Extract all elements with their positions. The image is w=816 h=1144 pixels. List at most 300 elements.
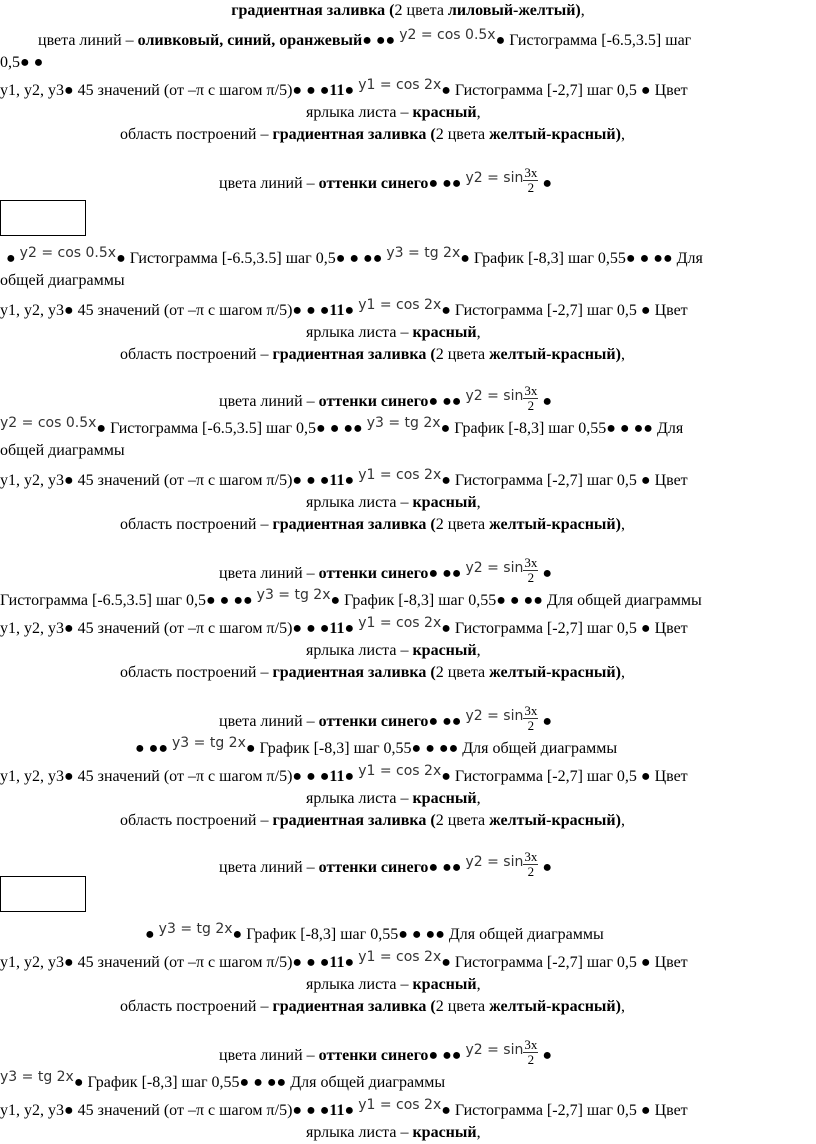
bullet-icon: ● xyxy=(158,740,169,757)
bullet-icon: ● xyxy=(306,1102,316,1119)
bullet-icon: ● xyxy=(232,926,243,943)
text: цвета линий – xyxy=(38,32,134,49)
bullet-icon: ● xyxy=(640,768,651,785)
bullet-icon: ● xyxy=(316,420,326,437)
bullet-icon: ● xyxy=(451,175,462,193)
bullet-icon: ● xyxy=(441,620,451,637)
bullet-icon: ● xyxy=(448,740,459,757)
bullet-icon: ● xyxy=(145,926,155,943)
line-9 xyxy=(0,270,816,292)
text: График [-8,3] шаг 0,55 xyxy=(259,740,412,757)
bullet-icon: ● xyxy=(523,592,534,609)
bullet-icon: ● xyxy=(411,740,422,757)
text: y1, y2, y3 xyxy=(0,82,64,99)
bullet-icon: ● xyxy=(542,713,553,731)
text: , xyxy=(620,516,625,533)
text: 3x xyxy=(524,703,538,718)
text: оттенки синего xyxy=(318,1047,429,1065)
fraction xyxy=(523,166,538,195)
bullet-icon: ● xyxy=(219,592,230,609)
formula-tg2x: y3 = tg 2x xyxy=(366,415,441,431)
text: Цвет xyxy=(654,302,688,319)
bullet-icon: ● xyxy=(64,302,74,319)
text: желтый-красный) xyxy=(489,516,621,533)
formula-sin: y2 = sin xyxy=(465,170,524,187)
text: 11 xyxy=(329,472,345,489)
text: , xyxy=(620,812,625,829)
line-28 xyxy=(120,810,816,832)
line-36 xyxy=(0,1097,816,1122)
text: , xyxy=(620,664,625,681)
bullet-icon: ● xyxy=(329,420,340,437)
bullet-icon: ● xyxy=(441,82,451,99)
text: область построений – xyxy=(120,346,269,363)
formula-cos05: y2 = cos 0.5x xyxy=(19,245,117,261)
text: Гистограмма [-2,7] шаг 0,5 xyxy=(454,954,637,971)
text: , xyxy=(476,324,481,341)
text: градиентная заливка ( xyxy=(231,2,395,19)
formula-cos2x: y1 = cos 2x xyxy=(358,297,442,313)
bullet-icon: ● xyxy=(319,768,330,785)
bullet-icon: ● xyxy=(653,250,663,267)
text: 11 xyxy=(329,954,345,971)
line-4 xyxy=(0,77,816,102)
text: цвета линий – xyxy=(219,1047,315,1065)
bullet-icon: ● xyxy=(292,954,303,971)
fraction xyxy=(523,850,538,879)
text: ярлыка листа – xyxy=(306,642,409,659)
line-18 xyxy=(120,514,816,536)
bullet-icon: ● xyxy=(428,393,439,411)
bullet-icon: ● xyxy=(344,954,355,971)
text: градиентная заливка ( xyxy=(272,998,436,1015)
text: ярлыка листа – xyxy=(306,494,409,511)
bullet-icon: ● xyxy=(441,302,451,319)
bullet-icon: ● xyxy=(242,592,253,609)
bullet-icon: ● xyxy=(451,713,462,731)
bullet-icon: ● xyxy=(319,954,330,971)
bullet-icon: ● xyxy=(451,1047,462,1065)
text: y1, y2, y3 xyxy=(0,954,64,971)
line-19 xyxy=(219,555,816,589)
bullet-icon: ● xyxy=(343,420,354,437)
text: 2 цвета xyxy=(435,346,486,363)
text: градиентная заливка ( xyxy=(272,516,436,533)
bullet-icon: ● xyxy=(442,859,452,877)
line-15 xyxy=(0,440,816,462)
text: 2 цвета xyxy=(435,516,486,533)
bullet-icon: ● xyxy=(266,1074,277,1091)
text: цвета линий – xyxy=(219,859,315,877)
bullet-icon: ● xyxy=(496,592,506,609)
text: оттенки синего xyxy=(318,393,429,411)
line-21 xyxy=(0,615,816,640)
text: желтый-красный) xyxy=(489,346,621,363)
bullet-icon: ● xyxy=(442,565,452,583)
bullet-icon: ● xyxy=(442,1047,452,1065)
bullet-icon: ● xyxy=(344,1102,355,1119)
text: , xyxy=(476,104,481,121)
bullet-icon: ● xyxy=(306,768,316,785)
text: Гистограмма [-2,7] шаг 0,5 xyxy=(454,472,637,489)
formula-tg2x: y3 = tg 2x xyxy=(172,735,246,751)
bullet-icon: ● xyxy=(116,250,126,267)
text: 45 значений (от –π с шагом π/5) xyxy=(77,302,293,319)
text: Цвет xyxy=(654,1102,688,1119)
bullet-icon: ● xyxy=(319,302,330,319)
text: общей диаграммы xyxy=(0,442,125,459)
formula-cos2x: y1 = cos 2x xyxy=(358,467,442,483)
text: оттенки синего xyxy=(318,565,429,583)
text: 45 значений (от –π с шагом π/5) xyxy=(77,472,293,489)
text: красный xyxy=(412,790,477,807)
text: y1, y2, y3 xyxy=(0,472,64,489)
text: градиентная заливка ( xyxy=(272,664,436,681)
bullet-icon: ● xyxy=(344,472,355,489)
bullet-icon: ● xyxy=(425,740,435,757)
bullet-icon: ● xyxy=(245,740,256,757)
line-1 xyxy=(0,0,816,22)
line-13 xyxy=(219,383,816,417)
bullet-icon: ● xyxy=(425,926,436,943)
bullet-icon: ● xyxy=(542,859,553,877)
text: желтый-красный) xyxy=(489,664,621,681)
text: Гистограмма [-6.5,3.5] шаг 0,5 xyxy=(129,250,336,267)
line-17 xyxy=(306,492,816,514)
bullet-icon: ● xyxy=(292,620,303,637)
text: красный xyxy=(412,1124,477,1141)
text: Гистограмма [-2,7] шаг 0,5 xyxy=(454,768,637,785)
bullet-icon: ● xyxy=(385,32,396,49)
bullet-icon: ● xyxy=(428,1047,439,1065)
line-31 xyxy=(0,949,816,974)
bullet-icon: ● xyxy=(640,82,651,99)
line-16 xyxy=(0,467,816,492)
text: 2 xyxy=(527,864,535,879)
text: График [-8,3] шаг 0,55 xyxy=(473,250,626,267)
bullet-icon: ● xyxy=(306,620,316,637)
text: Для общей диаграммы xyxy=(546,592,702,609)
text: область построений – xyxy=(120,664,269,681)
text: 3x xyxy=(524,849,538,864)
formula-sin: y2 = sin xyxy=(465,388,524,405)
bullet-icon: ● xyxy=(633,420,644,437)
text: 45 значений (от –π с шагом π/5) xyxy=(77,954,293,971)
text: График [-8,3] шаг 0,55 xyxy=(344,592,497,609)
bullet-icon: ● xyxy=(428,565,439,583)
text: область построений – xyxy=(120,126,269,143)
bullet-icon: ● xyxy=(344,302,355,319)
bullet-icon: ● xyxy=(662,250,673,267)
bullet-icon: ● xyxy=(292,82,303,99)
bullet-icon: ● xyxy=(441,472,451,489)
formula-cos05: y2 = cos 0.5x xyxy=(0,415,97,431)
bullet-icon: ● xyxy=(344,768,355,785)
bullet-icon: ● xyxy=(64,620,74,637)
text: градиентная заливка ( xyxy=(272,812,436,829)
text: y1, y2, y3 xyxy=(0,302,64,319)
bullet-icon: ● xyxy=(292,472,303,489)
formula-cos2x: y1 = cos 2x xyxy=(358,77,442,93)
text: цвета линий – xyxy=(219,393,315,411)
text: 2 цвета xyxy=(435,664,486,681)
bullet-icon: ● xyxy=(428,859,439,877)
line-20 xyxy=(0,587,816,612)
bullet-icon: ● xyxy=(233,592,243,609)
fraction xyxy=(523,556,538,585)
text: , xyxy=(580,2,585,19)
bullet-icon: ● xyxy=(428,175,439,193)
bullet-icon: ● xyxy=(319,82,330,99)
line-35 xyxy=(0,1069,816,1094)
line-23 xyxy=(120,662,816,684)
line-6 xyxy=(120,124,816,146)
bullet-icon: ● xyxy=(451,859,462,877)
line-11 xyxy=(306,322,816,344)
text: 45 значений (от –π с шагом π/5) xyxy=(77,1102,293,1119)
text: красный xyxy=(412,324,477,341)
bullet-icon: ● xyxy=(64,1102,74,1119)
bullet-icon: ● xyxy=(239,1074,250,1091)
line-37 xyxy=(306,1122,816,1144)
text: 2 цвета xyxy=(435,812,486,829)
text: Для xyxy=(656,420,684,437)
formula-sin: y2 = sin xyxy=(465,854,524,871)
formula-cos2x: y1 = cos 2x xyxy=(358,615,442,631)
bullet-icon: ● xyxy=(292,302,303,319)
text: 2 xyxy=(527,570,535,585)
text: y1, y2, y3 xyxy=(0,1102,64,1119)
formula-cos2x: y1 = cos 2x xyxy=(358,1097,442,1113)
text: , xyxy=(476,642,481,659)
bullet-icon: ● xyxy=(542,565,553,583)
text: область построений – xyxy=(120,812,269,829)
bullet-icon: ● xyxy=(509,592,520,609)
text: , xyxy=(620,126,625,143)
text: ярлыка листа – xyxy=(306,976,409,993)
fraction xyxy=(523,704,538,733)
text: Гистограмма [-6.5,3.5] шаг xyxy=(509,32,692,49)
text: 3x xyxy=(524,383,538,398)
bullet-icon: ● xyxy=(442,393,452,411)
text: 2 цвета xyxy=(394,2,444,19)
text: График [-8,3] шаг 0,55 xyxy=(87,1074,240,1091)
bullet-icon: ● xyxy=(606,420,616,437)
text: Гистограмма [-2,7] шаг 0,5 xyxy=(454,620,637,637)
text: 2 xyxy=(527,1052,535,1067)
bullet-icon: ● xyxy=(639,250,650,267)
text: , xyxy=(620,998,625,1015)
formula-cos05: y2 = cos 0.5x xyxy=(399,27,496,43)
bullet-icon: ● xyxy=(292,1102,303,1119)
fraction xyxy=(523,1038,538,1067)
line-12 xyxy=(120,344,816,366)
line-8 xyxy=(6,245,816,270)
bullet-icon: ● xyxy=(73,1074,84,1091)
formula-cos2x: y1 = cos 2x xyxy=(358,949,442,965)
text: красный xyxy=(412,976,477,993)
bullet-icon: ● xyxy=(64,768,74,785)
line-3 xyxy=(0,52,816,74)
text: градиентная заливка ( xyxy=(272,346,436,363)
bullet-icon: ● xyxy=(363,250,373,267)
bullet-icon: ● xyxy=(435,926,445,943)
bullet-icon: ● xyxy=(372,250,383,267)
text: цвета линий – xyxy=(219,565,315,583)
bullet-icon: ● xyxy=(451,393,462,411)
text: 2 цвета xyxy=(435,998,486,1015)
text: График [-8,3] шаг 0,55 xyxy=(246,926,399,943)
bullet-icon: ● xyxy=(451,565,462,583)
bullet-icon: ● xyxy=(319,620,330,637)
line-34 xyxy=(219,1037,816,1071)
text: Для общей диаграммы xyxy=(448,926,604,943)
text: 11 xyxy=(329,302,345,319)
text: 3x xyxy=(524,1037,538,1052)
text: цвета линий – xyxy=(219,713,315,731)
text: желтый-красный) xyxy=(489,998,621,1015)
text: 3x xyxy=(524,555,538,570)
bullet-icon: ● xyxy=(335,250,346,267)
line-14 xyxy=(0,415,816,440)
line-32 xyxy=(306,974,816,996)
text: оттенки синего xyxy=(318,859,429,877)
bullet-icon: ● xyxy=(398,926,408,943)
bullet-icon: ● xyxy=(495,32,506,49)
text: градиентная заливка ( xyxy=(272,126,436,143)
line-22 xyxy=(306,640,816,662)
bullet-icon: ● xyxy=(428,713,439,731)
text: 2 xyxy=(527,398,535,413)
text: область построений – xyxy=(120,998,269,1015)
text: , xyxy=(476,494,481,511)
text: Гистограмма [-2,7] шаг 0,5 xyxy=(454,82,637,99)
bullet-icon: ● xyxy=(362,32,372,49)
line-25 xyxy=(135,735,816,760)
fraction xyxy=(523,384,538,413)
line-27 xyxy=(306,788,816,810)
text: , xyxy=(620,346,625,363)
text: Цвет xyxy=(654,472,688,489)
text: 11 xyxy=(329,1102,345,1119)
bullet-icon: ● xyxy=(375,32,386,49)
bullet-icon: ● xyxy=(205,592,216,609)
text: 45 значений (от –π с шагом π/5) xyxy=(77,620,293,637)
bullet-icon: ● xyxy=(460,250,470,267)
formula-tg2x: y3 = tg 2x xyxy=(386,245,461,261)
text: 0,5 xyxy=(0,54,20,71)
text: ярлыка листа – xyxy=(306,1124,409,1141)
bullet-icon: ● xyxy=(542,1047,553,1065)
text: Для общей диаграммы xyxy=(290,1074,446,1091)
bullet-icon: ● xyxy=(96,420,107,437)
bullet-icon: ● xyxy=(306,954,316,971)
bullet-icon: ● xyxy=(411,926,422,943)
bullet-icon: ● xyxy=(353,420,363,437)
formula-cos2x: y1 = cos 2x xyxy=(358,763,442,779)
text: 11 xyxy=(329,82,345,99)
empty-box xyxy=(0,200,86,236)
empty-box xyxy=(0,876,86,912)
bullet-icon: ● xyxy=(344,620,355,637)
bullet-icon: ● xyxy=(6,250,16,267)
text: 2 xyxy=(527,718,535,733)
text: оливковый, синий, оранжевый xyxy=(137,32,363,49)
text: 45 значений (от –π с шагом π/5) xyxy=(77,768,293,785)
bullet-icon: ● xyxy=(640,1102,651,1119)
text: красный xyxy=(412,494,477,511)
text: область построений – xyxy=(120,516,269,533)
line-2 xyxy=(38,27,816,52)
text: y1, y2, y3 xyxy=(0,768,64,785)
text: 45 значений (от –π с шагом π/5) xyxy=(77,82,293,99)
bullet-icon: ● xyxy=(33,54,44,71)
line-10 xyxy=(0,297,816,322)
bullet-icon: ● xyxy=(542,175,553,193)
text: Для xyxy=(676,250,703,267)
bullet-icon: ● xyxy=(438,740,449,757)
text: Цвет xyxy=(654,768,688,785)
text: y1, y2, y3 xyxy=(0,620,64,637)
line-26 xyxy=(0,763,816,788)
bullet-icon: ● xyxy=(625,250,636,267)
bullet-icon: ● xyxy=(640,954,651,971)
bullet-icon: ● xyxy=(20,54,30,71)
text: , xyxy=(476,976,481,993)
bullet-icon: ● xyxy=(292,768,303,785)
bullet-icon: ● xyxy=(542,393,553,411)
formula-sin: y2 = sin xyxy=(465,708,524,725)
text: 2 xyxy=(527,180,535,195)
bullet-icon: ● xyxy=(135,740,145,757)
text: 2 цвета xyxy=(435,126,486,143)
text: цвета линий – xyxy=(219,175,315,193)
formula-tg2x: y3 = tg 2x xyxy=(0,1069,74,1085)
bullet-icon: ● xyxy=(253,1074,263,1091)
formula-sin: y2 = sin xyxy=(465,1042,524,1059)
text: Гистограмма [-2,7] шаг 0,5 xyxy=(454,1102,637,1119)
line-30 xyxy=(145,921,816,946)
text: ярлыка листа – xyxy=(306,790,409,807)
bullet-icon: ● xyxy=(148,740,159,757)
text: оттенки синего xyxy=(318,175,429,193)
text: , xyxy=(476,1124,481,1141)
text: красный xyxy=(412,642,477,659)
formula-tg2x: y3 = tg 2x xyxy=(256,587,331,603)
text: Цвет xyxy=(654,954,688,971)
bullet-icon: ● xyxy=(330,592,341,609)
line-29 xyxy=(219,849,816,883)
bullet-icon: ● xyxy=(640,472,651,489)
text: График [-8,3] шаг 0,55 xyxy=(454,420,607,437)
bullet-icon: ● xyxy=(533,592,543,609)
formula-sin: y2 = sin xyxy=(465,560,524,577)
text: Цвет xyxy=(654,82,688,99)
text: , xyxy=(476,790,481,807)
bullet-icon: ● xyxy=(64,82,74,99)
text: красный xyxy=(412,104,477,121)
text: ярлыка листа – xyxy=(306,324,409,341)
formula-tg2x: y3 = tg 2x xyxy=(158,921,233,937)
text: ярлыка листа – xyxy=(306,104,409,121)
text: Гистограмма [-6.5,3.5] шаг 0,5 xyxy=(0,592,206,609)
bullet-icon: ● xyxy=(306,82,316,99)
text: Гистограмма [-6.5,3.5] шаг 0,5 xyxy=(110,420,317,437)
text: Цвет xyxy=(654,620,688,637)
text: 11 xyxy=(329,768,345,785)
text: лиловый-желтый) xyxy=(447,2,581,19)
text: 3x xyxy=(524,165,538,180)
